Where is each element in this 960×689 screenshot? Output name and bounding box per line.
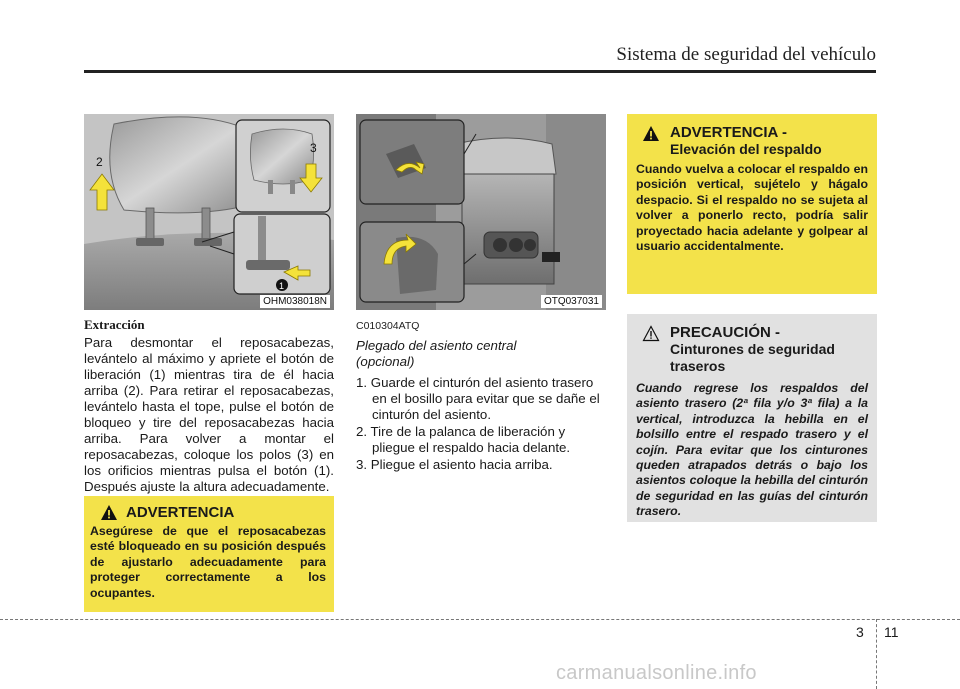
watermark: carmanualsonline.info xyxy=(556,662,757,684)
folding-step-1: 1. Guarde el cinturón del asiento trasero en el bosillo para evitar que se dañe el cinturón del asiento. xyxy=(356,375,600,422)
extraction-section xyxy=(84,317,334,495)
caution-title-line3: traseros xyxy=(670,358,726,374)
chapter-number: 3 xyxy=(856,624,864,640)
warning-body: Asegúrese de que el reposacabezas esté bloqueado en su posición después de ajustarlo adecuadamente para proteger correctamente a los ocupantes. xyxy=(90,524,326,600)
headrest-illustration xyxy=(84,114,334,310)
warning-triangle-icon xyxy=(642,125,660,142)
footer-divider xyxy=(876,619,877,689)
warning-backrest-title-line1: ADVERTENCIA - xyxy=(670,124,787,141)
extraction-heading: Extracción xyxy=(84,317,145,332)
page-header-title: Sistema de seguridad del vehículo xyxy=(616,44,876,65)
figure-code-middle: OTQ037031 xyxy=(541,295,602,308)
caution-title-line1: PRECAUCIÓN - xyxy=(670,324,781,341)
callout-3: 3 xyxy=(310,141,317,155)
callout-1: 1 xyxy=(279,281,285,291)
warning-backrest-title-line2: Elevación del respaldo xyxy=(670,141,822,157)
center-seat-drawing xyxy=(356,114,606,310)
page-number: 11 xyxy=(884,624,899,640)
caution-title xyxy=(670,324,835,375)
folding-step-3: 3. Pliegue el asiento hacia arriba. xyxy=(356,457,553,472)
callout-2: 2 xyxy=(96,155,103,169)
folding-heading: Plegado del asiento central (opcional) xyxy=(356,338,517,369)
caution-title-line2: Cinturones de seguridad xyxy=(670,341,835,357)
warning-backrest-title xyxy=(670,124,822,158)
caution-triangle-icon xyxy=(642,325,660,342)
header-rule xyxy=(84,70,876,73)
extraction-body: Para desmontar el reposacabezas, levántelo al máximo y apriete el botón de liberación (1) mientras tira de él hacia arriba (2). Para retirar el reposacabezas, levántelo hasta el tope, pulse el botón de bloqueo y tire del reposacabezas hacia arriba. Para volver a montar el reposacabezas, coloque los polos (3) en los orificios mientras pulsa el botón (1). Después ajuste la altura adecuadamente. xyxy=(84,335,334,494)
warning-backrest-body: Cuando vuelva a colocar el respaldo en posición vertical, sujételo y hágalo despacio. Si el respaldo no se sujeta al volver a ponerlo recto, podría salir proyectado hacia adelante y golpear al usuario accidentalmente. xyxy=(636,162,868,254)
headrest-drawing xyxy=(84,114,334,310)
warning-box-headrest xyxy=(84,496,334,612)
warning-triangle-icon xyxy=(100,504,118,521)
warning-backrest-header xyxy=(642,124,868,158)
center-seat-illustration xyxy=(356,114,606,310)
section-code: C010304ATQ xyxy=(356,320,420,332)
folding-steps xyxy=(356,375,606,473)
warning-header xyxy=(100,504,326,521)
caution-header xyxy=(642,324,868,375)
caution-body: Cuando regrese los respaldos del asiento trasero (2ª fila y/o 3ª fila) a la vertical, introduzca la hebilla en el bolsillo entre el respado trasero y el cojín. Para evitar que los cinturones queden atrapados detrás o bajo los asientos coloque la hebilla del cinturón de seguridad en las guías del cinturón trasero. xyxy=(636,381,868,519)
folding-section xyxy=(356,318,606,474)
figure-code-left: OHM038018N xyxy=(260,295,330,308)
folding-step-2: 2. Tire de la palanca de liberación y pliegue el respaldo hacia delante. xyxy=(356,424,571,455)
footer-rule xyxy=(0,619,960,620)
caution-box-seatbelts xyxy=(627,314,877,522)
warning-box-backrest xyxy=(627,114,877,294)
warning-title: ADVERTENCIA xyxy=(126,504,235,521)
